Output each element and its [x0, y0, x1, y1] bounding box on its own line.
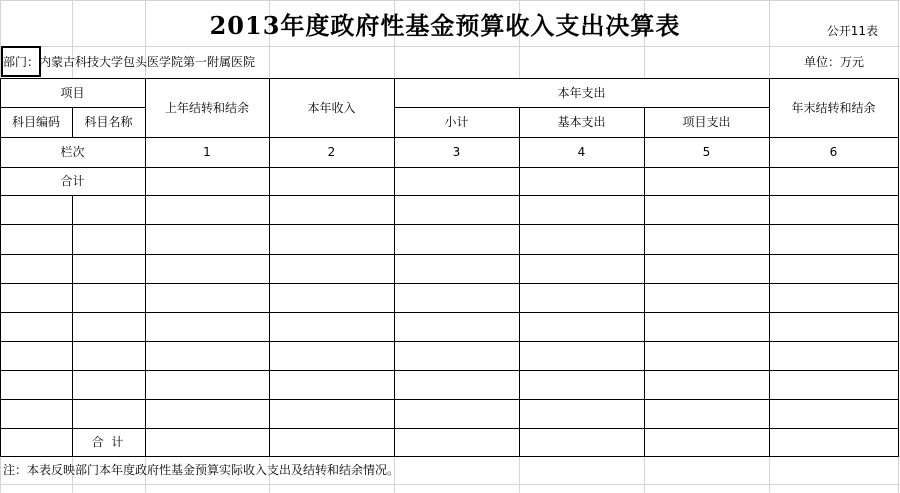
- document-code: 公开11表: [826, 24, 878, 38]
- department-label[interactable]: 部门：内蒙古科技大学包头医学院第一附属医院: [3, 55, 256, 69]
- header-project-expense: 项目支出: [682, 115, 731, 129]
- header-subject-name: 科目名称: [84, 115, 133, 129]
- header-item: 项目: [60, 86, 85, 100]
- column-number-5: 5: [702, 145, 711, 159]
- header-subject-code: 科目编码: [11, 115, 60, 129]
- column-number-4: 4: [577, 145, 586, 159]
- column-number-1: 1: [203, 145, 211, 159]
- footer-total-label: 合 计: [91, 435, 126, 449]
- table-note: 注：本表反映部门本年度政府性基金预算实际收入支出及结转和结余情况。: [3, 463, 400, 477]
- header-basic-expense: 基本支出: [557, 115, 606, 129]
- total-row-label: 合计: [60, 174, 85, 188]
- column-number-3: 3: [452, 145, 461, 159]
- header-end-balance: 年末结转和结余: [791, 101, 876, 115]
- row-index-label: 栏次: [60, 145, 85, 159]
- header-subtotal: 小计: [444, 115, 469, 129]
- unit-label: 单位：万元: [803, 55, 864, 69]
- header-income: 本年收入: [307, 101, 356, 115]
- page-title: 2013年度政府性基金预算收入支出决算表: [209, 11, 681, 40]
- column-number-2: 2: [327, 145, 336, 159]
- light-gridlines: [1, 1, 900, 493]
- column-number-6: 6: [829, 145, 838, 159]
- header-prev-balance: 上年结转和结余: [164, 101, 249, 115]
- header-expense: 本年支出: [557, 86, 606, 100]
